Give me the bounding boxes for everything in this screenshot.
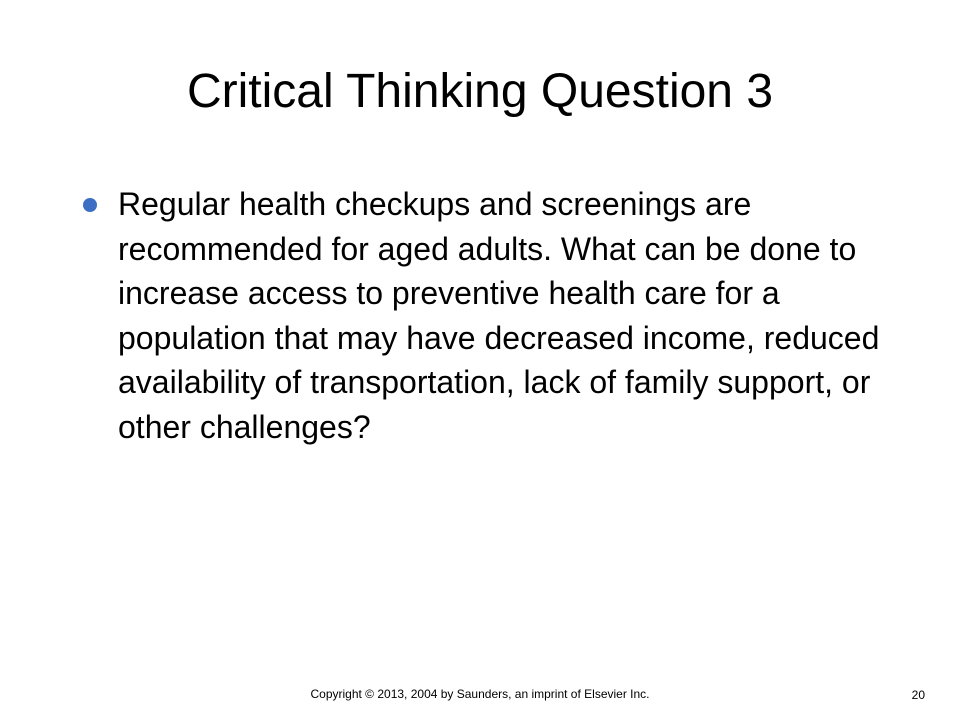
page-number: 20 bbox=[911, 688, 925, 702]
bullet-dot-icon bbox=[83, 198, 97, 212]
copyright-footer: Copyright © 2013, 2004 by Saunders, an imprint of Elsevier Inc. bbox=[310, 687, 650, 701]
slide-content bbox=[80, 182, 880, 449]
bullet-text: Regular health checkups and screenings are recommended for aged adults. What can be done to increase access to preventive health care for a population that may have decreased income, reduced availability of transportation, lack of family support, or other challenges? bbox=[118, 186, 880, 445]
slide-title: Critical Thinking Question 3 bbox=[186, 65, 774, 118]
bullet-item bbox=[80, 182, 880, 449]
